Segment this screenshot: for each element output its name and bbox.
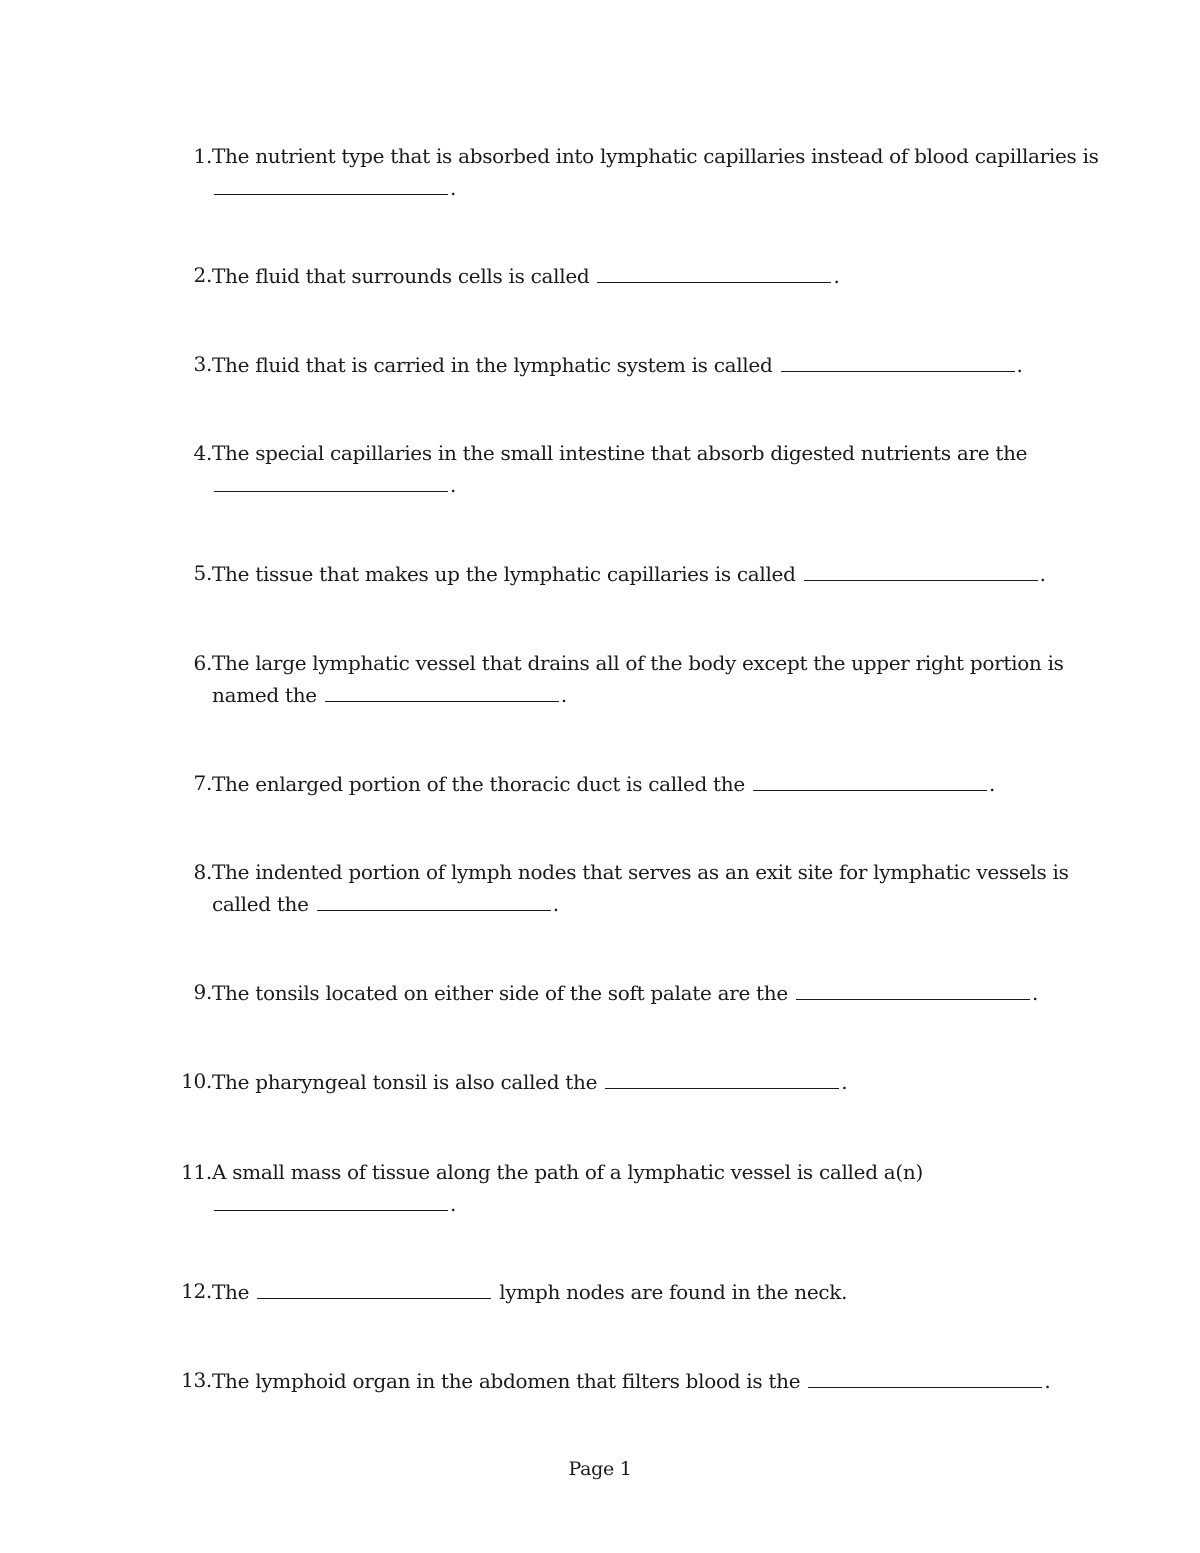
question-text-after: .	[560, 683, 567, 707]
question-text-after: .	[988, 772, 996, 796]
question-number: 7.	[193, 771, 212, 795]
question-number: 4.	[193, 441, 212, 465]
answer-blank[interactable]	[597, 260, 831, 283]
question-number: 12.	[181, 1279, 212, 1303]
question-text-after: .	[1044, 1369, 1051, 1393]
page-number: Page 1	[568, 1458, 632, 1480]
question-6	[150, 648, 1110, 711]
question-number: 11.	[181, 1160, 212, 1184]
question-text-before: The fluid that is carried in the lymphatic system is called	[212, 353, 779, 377]
question-2	[150, 260, 1110, 292]
question-number: 1.	[193, 144, 212, 168]
question-text	[212, 768, 1110, 800]
answer-blank[interactable]	[804, 558, 1038, 581]
answer-blank[interactable]	[325, 679, 559, 702]
question-text-after: .	[450, 1192, 457, 1216]
question-number: 9.	[193, 980, 212, 1004]
question-text-before: The tonsils located on either side of the soft palate are the	[212, 981, 794, 1005]
question-4	[150, 438, 1110, 501]
question-text-before: The tissue that makes up the lymphatic capillaries is called	[212, 562, 802, 586]
question-3	[150, 349, 1110, 381]
question-text	[212, 438, 1110, 501]
question-text	[212, 1157, 1110, 1220]
question-text-after: .	[841, 1070, 848, 1094]
question-13	[150, 1365, 1110, 1397]
question-5	[150, 558, 1110, 590]
question-number: 8.	[193, 860, 212, 884]
question-number: 3.	[193, 352, 212, 376]
question-text	[212, 558, 1110, 590]
question-8	[150, 857, 1110, 920]
question-number: 2.	[193, 263, 212, 287]
question-text	[212, 1276, 1110, 1308]
question-11	[150, 1157, 1110, 1220]
question-text-after: lymph nodes are found in the neck.	[493, 1280, 848, 1304]
question-text-before: The	[212, 1280, 256, 1304]
question-text	[212, 648, 1110, 711]
answer-blank[interactable]	[214, 1188, 448, 1211]
question-text	[212, 857, 1110, 920]
question-text-after: .	[450, 176, 457, 200]
question-text-after: .	[1016, 353, 1023, 377]
question-text	[212, 260, 1110, 292]
question-text-before: The large lymphatic vessel that drains all of the body except the upper right portion is named the	[212, 651, 1064, 707]
question-10	[150, 1066, 1110, 1098]
question-text-after: .	[552, 892, 559, 916]
question-12	[150, 1276, 1110, 1308]
question-text	[212, 977, 1110, 1009]
question-text-before: The enlarged portion of the thoracic duct is called the	[212, 772, 751, 796]
question-text	[212, 1365, 1110, 1397]
question-text-before: The nutrient type that is absorbed into lymphatic capillaries instead of blood capillaries is	[212, 144, 1099, 168]
question-text	[212, 141, 1110, 204]
answer-blank[interactable]	[257, 1276, 491, 1299]
question-text-after: .	[450, 473, 457, 497]
question-text-before: The special capillaries in the small intestine that absorb digested nutrients are the	[212, 441, 1028, 465]
question-number: 5.	[193, 561, 212, 585]
answer-blank[interactable]	[808, 1365, 1042, 1388]
question-number: 6.	[193, 651, 212, 675]
answer-blank[interactable]	[796, 977, 1030, 1000]
question-7	[150, 768, 1110, 800]
question-text-after: .	[1031, 981, 1039, 1005]
question-text-before: The indented portion of lymph nodes that serves as an exit site for lymphatic vessels is called the	[212, 860, 1069, 916]
question-number: 13.	[181, 1368, 212, 1392]
answer-blank[interactable]	[605, 1066, 839, 1089]
question-text-before: The pharyngeal tonsil is also called the	[212, 1070, 604, 1094]
question-9	[150, 977, 1110, 1009]
question-text	[212, 349, 1110, 381]
answer-blank[interactable]	[214, 469, 448, 492]
question-text-before: The fluid that surrounds cells is called	[212, 264, 596, 288]
question-text-after: .	[1039, 562, 1046, 586]
question-text-before: A small mass of tissue along the path of a lymphatic vessel is called a(n)	[212, 1160, 923, 1184]
question-text-after: .	[833, 264, 840, 288]
question-text-before: The lymphoid organ in the abdomen that filters blood is the	[212, 1369, 807, 1393]
question-number: 10.	[181, 1069, 212, 1093]
answer-blank[interactable]	[781, 349, 1015, 372]
answer-blank[interactable]	[753, 768, 987, 791]
question-1	[150, 141, 1110, 204]
answer-blank[interactable]	[214, 172, 448, 195]
question-text	[212, 1066, 1110, 1098]
answer-blank[interactable]	[317, 888, 551, 911]
